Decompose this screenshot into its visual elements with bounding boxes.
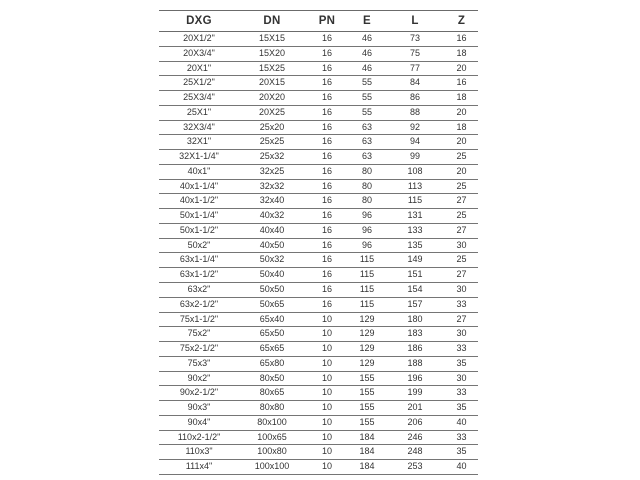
- table-cell: 63x1-1/4": [159, 253, 239, 268]
- table-cell: 63: [349, 120, 385, 135]
- table-cell: 155: [349, 401, 385, 416]
- table-row: [159, 164, 478, 179]
- table-cell: 16: [305, 238, 349, 253]
- table-cell: 96: [349, 223, 385, 238]
- table-cell: 92: [385, 120, 445, 135]
- table-row: [159, 61, 478, 76]
- table-cell: 25: [445, 209, 478, 224]
- table-cell: 16: [305, 283, 349, 298]
- table-cell: 63x2": [159, 283, 239, 298]
- table-cell: 77: [385, 61, 445, 76]
- table-cell: 25X3/4": [159, 91, 239, 106]
- table-cell: 35: [445, 356, 478, 371]
- table-cell: 80x100: [239, 415, 305, 430]
- table-cell: 184: [349, 460, 385, 475]
- table-cell: 96: [349, 238, 385, 253]
- table-row: [159, 179, 478, 194]
- table-cell: 16: [305, 223, 349, 238]
- table-cell: 16: [445, 32, 478, 47]
- table-cell: 50x2": [159, 238, 239, 253]
- table-cell: 16: [305, 179, 349, 194]
- table-cell: 25x20: [239, 120, 305, 135]
- table-row: [159, 297, 478, 312]
- table-cell: 196: [385, 371, 445, 386]
- table-cell: 96: [349, 209, 385, 224]
- table-row: [159, 460, 478, 475]
- table-cell: 25x32: [239, 150, 305, 165]
- table-cell: 183: [385, 327, 445, 342]
- table-row: [159, 342, 478, 357]
- table-cell: 16: [305, 46, 349, 61]
- table-body: [159, 32, 478, 475]
- table-cell: 100x80: [239, 445, 305, 460]
- table-cell: 63: [349, 135, 385, 150]
- table-cell: 33: [445, 342, 478, 357]
- table-cell: 246: [385, 430, 445, 445]
- table-cell: 80: [349, 164, 385, 179]
- table-cell: 184: [349, 445, 385, 460]
- table-row: [159, 120, 478, 135]
- table-cell: 65x65: [239, 342, 305, 357]
- table-row: [159, 209, 478, 224]
- table-cell: 33: [445, 430, 478, 445]
- table-cell: 33: [445, 386, 478, 401]
- table-cell: 110x3": [159, 445, 239, 460]
- table-row: [159, 253, 478, 268]
- table-cell: 27: [445, 223, 478, 238]
- table-cell: 135: [385, 238, 445, 253]
- table-cell: 18: [445, 46, 478, 61]
- table-cell: 40: [445, 460, 478, 475]
- table-cell: 20: [445, 135, 478, 150]
- table-cell: 80: [349, 179, 385, 194]
- fitting-dimensions-table: [159, 10, 478, 475]
- table-cell: 27: [445, 312, 478, 327]
- table-row: [159, 415, 478, 430]
- table-cell: 113: [385, 179, 445, 194]
- table-cell: 75x3": [159, 356, 239, 371]
- table-cell: 90x2": [159, 371, 239, 386]
- table-cell: 10: [305, 371, 349, 386]
- table-cell: 46: [349, 61, 385, 76]
- table-cell: 75x2": [159, 327, 239, 342]
- table-cell: 30: [445, 283, 478, 298]
- table-cell: 55: [349, 105, 385, 120]
- table-cell: 30: [445, 238, 478, 253]
- table-cell: 155: [349, 386, 385, 401]
- table-cell: 27: [445, 268, 478, 283]
- table-row: [159, 194, 478, 209]
- table-cell: 25: [445, 150, 478, 165]
- table-cell: 154: [385, 283, 445, 298]
- table-row: [159, 401, 478, 416]
- table-cell: 16: [305, 297, 349, 312]
- table-cell: 10: [305, 401, 349, 416]
- table-cell: 15X25: [239, 61, 305, 76]
- table-cell: 188: [385, 356, 445, 371]
- table-cell: 18: [445, 120, 478, 135]
- table-cell: 16: [305, 76, 349, 91]
- table-cell: 40x1-1/4": [159, 179, 239, 194]
- table-cell: 32x40: [239, 194, 305, 209]
- table-cell: 55: [349, 76, 385, 91]
- table-cell: 20X1/2": [159, 32, 239, 47]
- table-cell: 16: [305, 91, 349, 106]
- table-cell: 199: [385, 386, 445, 401]
- table-cell: 111x4": [159, 460, 239, 475]
- table-row: [159, 238, 478, 253]
- table-cell: 10: [305, 327, 349, 342]
- table-cell: 73: [385, 32, 445, 47]
- table-cell: 115: [349, 268, 385, 283]
- table-cell: 63x1-1/2": [159, 268, 239, 283]
- table-row: [159, 150, 478, 165]
- table-cell: 16: [305, 209, 349, 224]
- table-cell: 46: [349, 46, 385, 61]
- table-cell: 75x2-1/2": [159, 342, 239, 357]
- table-cell: 50x32: [239, 253, 305, 268]
- table-cell: 94: [385, 135, 445, 150]
- table-cell: 32X3/4": [159, 120, 239, 135]
- table-cell: 248: [385, 445, 445, 460]
- table-cell: 25: [445, 253, 478, 268]
- table-cell: 180: [385, 312, 445, 327]
- table-cell: 25X1/2": [159, 76, 239, 91]
- table-cell: 46: [349, 32, 385, 47]
- table-cell: 25X1": [159, 105, 239, 120]
- table-cell: 33: [445, 297, 478, 312]
- table-cell: 88: [385, 105, 445, 120]
- table-cell: 20X15: [239, 76, 305, 91]
- table-cell: 16: [305, 150, 349, 165]
- table-cell: 55: [349, 91, 385, 106]
- column-header: E: [349, 11, 385, 32]
- table-cell: 90x3": [159, 401, 239, 416]
- table-row: [159, 356, 478, 371]
- table-cell: 10: [305, 430, 349, 445]
- table-cell: 32x25: [239, 164, 305, 179]
- table-row: [159, 32, 478, 47]
- table-row: [159, 76, 478, 91]
- table-cell: 16: [305, 164, 349, 179]
- table-cell: 80x80: [239, 401, 305, 416]
- table-cell: 30: [445, 371, 478, 386]
- table-cell: 16: [305, 194, 349, 209]
- table-cell: 63x2-1/2": [159, 297, 239, 312]
- table-cell: 86: [385, 91, 445, 106]
- table-cell: 110x2-1/2": [159, 430, 239, 445]
- table-row: [159, 445, 478, 460]
- table-cell: 129: [349, 312, 385, 327]
- table-cell: 108: [385, 164, 445, 179]
- table-row: [159, 386, 478, 401]
- column-header: DXG: [159, 11, 239, 32]
- table-cell: 75x1-1/2": [159, 312, 239, 327]
- table-row: [159, 46, 478, 61]
- table-row: [159, 91, 478, 106]
- table-cell: 25: [445, 179, 478, 194]
- table-row: [159, 327, 478, 342]
- table-cell: 50x1-1/2": [159, 223, 239, 238]
- table-cell: 50x65: [239, 297, 305, 312]
- column-header: PN: [305, 11, 349, 32]
- table-row: [159, 268, 478, 283]
- table-cell: 40x1-1/2": [159, 194, 239, 209]
- table-cell: 16: [305, 32, 349, 47]
- table-cell: 186: [385, 342, 445, 357]
- table-cell: 18: [445, 91, 478, 106]
- table-cell: 100x65: [239, 430, 305, 445]
- table-cell: 115: [349, 253, 385, 268]
- table-row: [159, 371, 478, 386]
- table-cell: 50x50: [239, 283, 305, 298]
- table-cell: 115: [385, 194, 445, 209]
- table-cell: 16: [305, 61, 349, 76]
- table-cell: 157: [385, 297, 445, 312]
- table-cell: 80x50: [239, 371, 305, 386]
- table-cell: 32X1-1/4": [159, 150, 239, 165]
- table-cell: 25x25: [239, 135, 305, 150]
- table-cell: 201: [385, 401, 445, 416]
- table-cell: 35: [445, 401, 478, 416]
- table-row: [159, 312, 478, 327]
- table-cell: 80x65: [239, 386, 305, 401]
- table-cell: 129: [349, 327, 385, 342]
- table-cell: 65x80: [239, 356, 305, 371]
- table-cell: 35: [445, 445, 478, 460]
- table-cell: 30: [445, 327, 478, 342]
- table-header: [159, 11, 478, 32]
- table-cell: 80: [349, 194, 385, 209]
- table-cell: 129: [349, 342, 385, 357]
- table-cell: 16: [305, 120, 349, 135]
- table-cell: 115: [349, 283, 385, 298]
- table-row: [159, 135, 478, 150]
- table-cell: 10: [305, 415, 349, 430]
- table-cell: 20X1": [159, 61, 239, 76]
- table-cell: 16: [305, 105, 349, 120]
- table-cell: 10: [305, 460, 349, 475]
- table-cell: 65x50: [239, 327, 305, 342]
- table-cell: 149: [385, 253, 445, 268]
- table-cell: 50x1-1/4": [159, 209, 239, 224]
- table-cell: 20: [445, 105, 478, 120]
- table-cell: 20X3/4": [159, 46, 239, 61]
- header-row: [159, 11, 478, 32]
- table-cell: 20X20: [239, 91, 305, 106]
- table-cell: 40x32: [239, 209, 305, 224]
- table-cell: 20: [445, 164, 478, 179]
- table-cell: 206: [385, 415, 445, 430]
- table-cell: 151: [385, 268, 445, 283]
- table-cell: 16: [305, 135, 349, 150]
- table-cell: 115: [349, 297, 385, 312]
- table-cell: 155: [349, 371, 385, 386]
- table-cell: 65x40: [239, 312, 305, 327]
- table-cell: 63: [349, 150, 385, 165]
- table-cell: 131: [385, 209, 445, 224]
- table-cell: 40: [445, 415, 478, 430]
- table-cell: 10: [305, 342, 349, 357]
- table-cell: 16: [445, 76, 478, 91]
- table-cell: 20: [445, 61, 478, 76]
- table-cell: 32X1": [159, 135, 239, 150]
- table-cell: 32x32: [239, 179, 305, 194]
- column-header: DN: [239, 11, 305, 32]
- table-cell: 20X25: [239, 105, 305, 120]
- table-cell: 16: [305, 268, 349, 283]
- table-cell: 27: [445, 194, 478, 209]
- table-cell: 40x50: [239, 238, 305, 253]
- table-cell: 155: [349, 415, 385, 430]
- table-cell: 16: [305, 253, 349, 268]
- table-row: [159, 283, 478, 298]
- table-cell: 100x100: [239, 460, 305, 475]
- table-row: [159, 105, 478, 120]
- table-cell: 40x1": [159, 164, 239, 179]
- table-cell: 10: [305, 312, 349, 327]
- table-row: [159, 223, 478, 238]
- table-cell: 10: [305, 445, 349, 460]
- table-cell: 99: [385, 150, 445, 165]
- table-cell: 90x2-1/2": [159, 386, 239, 401]
- column-header: Z: [445, 11, 478, 32]
- table-cell: 10: [305, 356, 349, 371]
- table-cell: 10: [305, 386, 349, 401]
- table-cell: 84: [385, 76, 445, 91]
- table-cell: 133: [385, 223, 445, 238]
- column-header: L: [385, 11, 445, 32]
- table-cell: 75: [385, 46, 445, 61]
- table-cell: 40x40: [239, 223, 305, 238]
- table-cell: 15X15: [239, 32, 305, 47]
- table-cell: 90x4": [159, 415, 239, 430]
- table-cell: 129: [349, 356, 385, 371]
- table-cell: 253: [385, 460, 445, 475]
- table-cell: 184: [349, 430, 385, 445]
- table-cell: 15X20: [239, 46, 305, 61]
- table-cell: 50x40: [239, 268, 305, 283]
- table-row: [159, 430, 478, 445]
